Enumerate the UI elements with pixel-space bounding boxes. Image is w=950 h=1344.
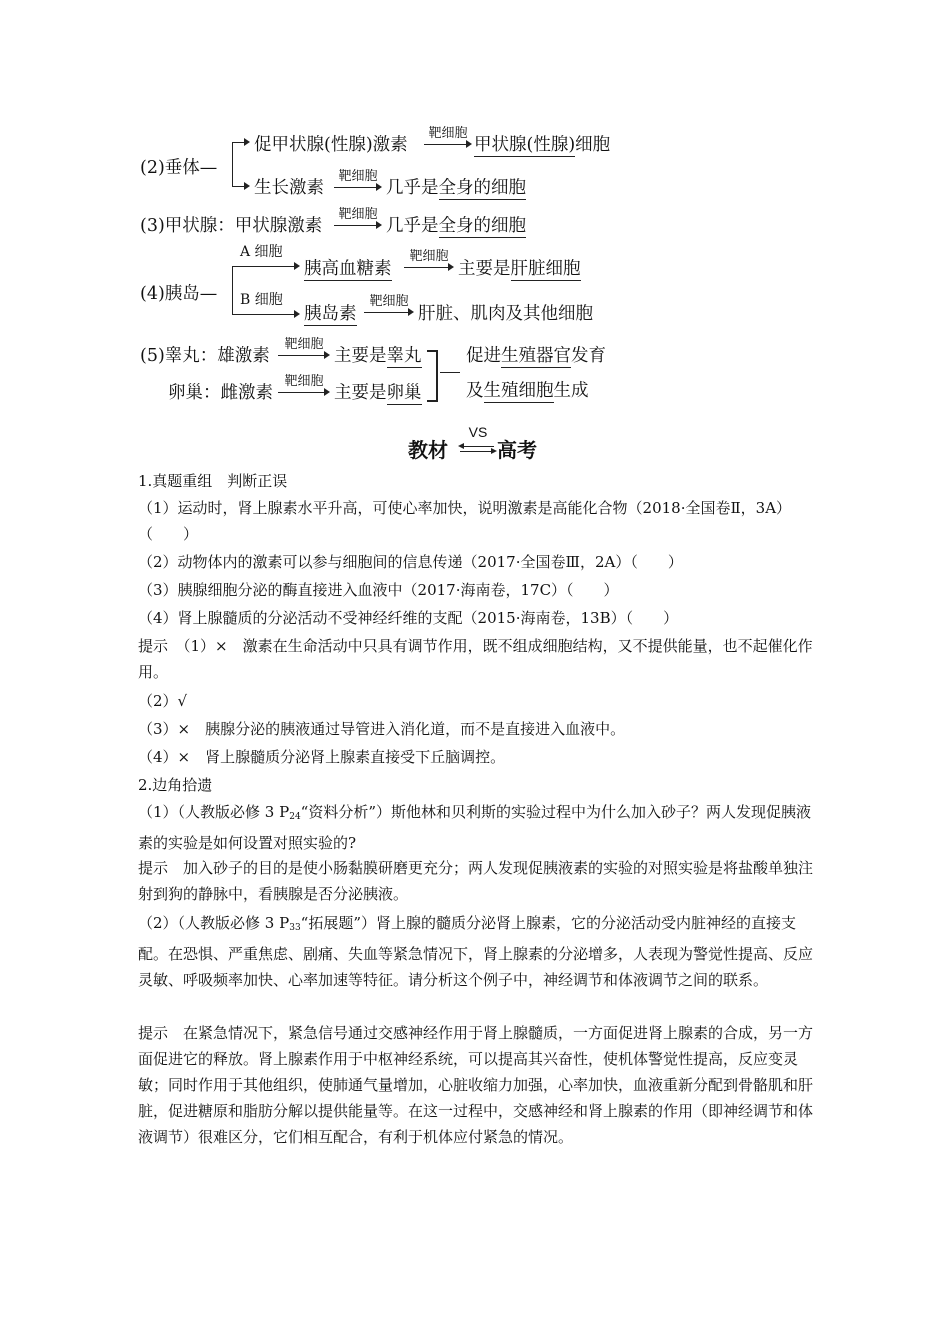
ovary-arrow xyxy=(278,392,328,393)
arrow-label: 靶细胞 xyxy=(338,207,378,222)
effect2-post: 生成 xyxy=(553,381,589,401)
part2-question-1: （1）（人教版必修 3 $P_{24}“$资料分析”）斯他林和贝利斯的实验过程中为什么加入砂子？两人发现促胰液素的实验是如何设置对照实验的? xyxy=(138,803,812,852)
gonads-bracket-top xyxy=(427,350,437,352)
page-subscript: 33 xyxy=(289,923,301,933)
glucagon-target-prefix: 主要是 xyxy=(458,259,511,279)
a-cell-label: A 细胞 xyxy=(240,244,283,260)
section-header-right: 高考 xyxy=(497,438,537,462)
arrow-label: 靶细胞 xyxy=(428,126,468,141)
pancreas-label: (4)胰岛— xyxy=(140,284,218,304)
part2-answer-1: 提示 加入砂子的目的是使小肠黏膜研磨更充分；两人发现促胰液素的实验的对照实验是将盐酸单独注射到狗的静脉中，看胰腺是否分泌胰液。 xyxy=(138,859,814,903)
pancreas-bracket xyxy=(232,266,233,314)
tsh-label: 促甲状腺(性腺)激素 xyxy=(254,135,408,155)
insulin-label: 胰岛素 xyxy=(304,304,357,324)
effect2-pre: 及 xyxy=(466,381,484,401)
part2-title: 2.边角拾遗 xyxy=(138,776,213,794)
testis-target-prefix: 主要是 xyxy=(334,346,387,366)
effect1-pre: 促进 xyxy=(466,346,501,366)
thyroid-arrow xyxy=(334,225,380,226)
part1-answer-1: 提示 （1）× 激素在生命活动中只具有调节作用，既不组成细胞结构，又不提供能量，也不起催化作用。 xyxy=(138,637,813,681)
section-header-vs: VS xyxy=(468,424,488,440)
arrow-label: 靶细胞 xyxy=(284,337,324,352)
gh-label: 生长激素 xyxy=(254,178,324,198)
part2-question-2: （2）（人教版必修 3 $P_{33}“$拓展题”）肾上腺的髓质分泌肾上腺素，它的分泌活动受内脏神经的直接支配。在恐惧、严重焦虑、剧痛、失血等紧急情况下，肾上腺素的分泌增多，人表现为警觉性提高、反应灵敏、呼吸频率加快、心率加速等特征。请分析这个例子中，神经调节和体液调节之间的联系。 xyxy=(138,914,814,989)
tsh-target-suffix: 细胞 xyxy=(575,135,611,155)
ovary-target: 卵巢 xyxy=(386,383,422,403)
gonads-dash xyxy=(440,372,460,373)
insulin-arrow xyxy=(364,312,412,313)
glucagon-label: 胰高血糖素 xyxy=(304,259,392,279)
insulin-target: 肝脏、肌肉及其他细胞 xyxy=(418,304,593,324)
pituitary-arrow-bottom xyxy=(232,186,248,187)
part1-answer-3: （3）× 胰腺分泌的胰液通过导管进入消化道，而不是直接进入血液中。 xyxy=(138,720,626,738)
thyroid-label: (3)甲状腺：甲状腺激素 xyxy=(140,216,323,236)
part1-answer-2: （2）√ xyxy=(138,692,188,710)
tsh-target: 甲状腺(性腺) xyxy=(474,135,576,155)
glucagon-arrow xyxy=(404,267,452,268)
effect1-post: 发育 xyxy=(571,346,606,366)
gh-target-prefix: 几乎是 xyxy=(386,178,439,198)
section-header-left: 教材 xyxy=(408,438,448,462)
pituitary-label: (2)垂体— xyxy=(140,158,218,178)
part1-answer-4: （4）× 肾上腺髓质分泌肾上腺素直接受下丘脑调控。 xyxy=(138,748,506,766)
effect1-target: 生殖器官 xyxy=(501,346,571,366)
thyroid-target-prefix: 几乎是 xyxy=(386,216,439,236)
arrow-label: 靶细胞 xyxy=(369,294,409,309)
part2-answer-2: 提示 在紧急情况下，紧急信号通过交感神经作用于肾上腺髓质，一方面促进肾上腺素的合成，另一方面促进它的释放。肾上腺素作用于中枢神经系统，可以提高其兴奋性，使机体警觉性提高，反应变灵敏；同时作用于其他组织，使肺通气量增加，心脏收缩力加强，心率加快，血液重新分配到骨骼肌和肝脏，促进糖原和脂肪分解以提供能量等。在这一过程中，交感神经和肾上腺素的作用（即神经调节和体液调节）很难区分，它们相互配合，有利于机体应付紧急的情况。 xyxy=(138,1024,814,1146)
pituitary-arrow-top xyxy=(232,142,248,143)
part1-question-3: （3）胰腺细胞分泌的酶直接进入血液中（2017·海南卷，17C）（ ） xyxy=(138,581,619,599)
a-cell-arrow xyxy=(232,266,298,267)
b-cell-label: B 细胞 xyxy=(240,292,283,308)
tsh-arrow xyxy=(424,144,470,145)
glucagon-target: 肝脏细胞 xyxy=(510,259,581,279)
gh-target: 全身的细胞 xyxy=(438,178,526,198)
arrow-label: 靶细胞 xyxy=(338,169,378,184)
gh-arrow xyxy=(334,187,380,188)
pituitary-bracket xyxy=(232,142,233,186)
testis-label: (5)睾丸：雄激素 xyxy=(140,346,270,366)
ovary-label: 卵巢：雌激素 xyxy=(168,383,273,403)
effect2-target: 生殖细胞 xyxy=(483,381,554,401)
gonads-bracket-bottom xyxy=(427,400,437,402)
ovary-target-prefix: 主要是 xyxy=(334,383,387,403)
testis-target: 睾丸 xyxy=(386,346,422,366)
part1-title: 1.真题重组 判断正误 xyxy=(138,472,288,490)
part1-question-1: （1）运动时，肾上腺素水平升高，可使心率加快，说明激素是高能化合物（2018·全国卷Ⅱ，3A）（ ） xyxy=(138,499,792,543)
gonads-bracket xyxy=(436,350,438,402)
b-cell-arrow xyxy=(232,314,298,315)
part1-question-2: （2）动物体内的激素可以参与细胞间的信息传递（2017·全国卷Ⅲ，2A）（ ） xyxy=(138,553,683,571)
arrow-label: 靶细胞 xyxy=(409,249,449,264)
testis-arrow xyxy=(278,355,328,356)
arrow-label: 靶细胞 xyxy=(284,374,324,389)
thyroid-target: 全身的细胞 xyxy=(438,216,526,236)
part1-question-4: （4）肾上腺髓质的分泌活动不受神经纤维的支配（2015·海南卷，13B）（ ） xyxy=(138,609,679,627)
page-subscript: 24 xyxy=(289,812,301,822)
